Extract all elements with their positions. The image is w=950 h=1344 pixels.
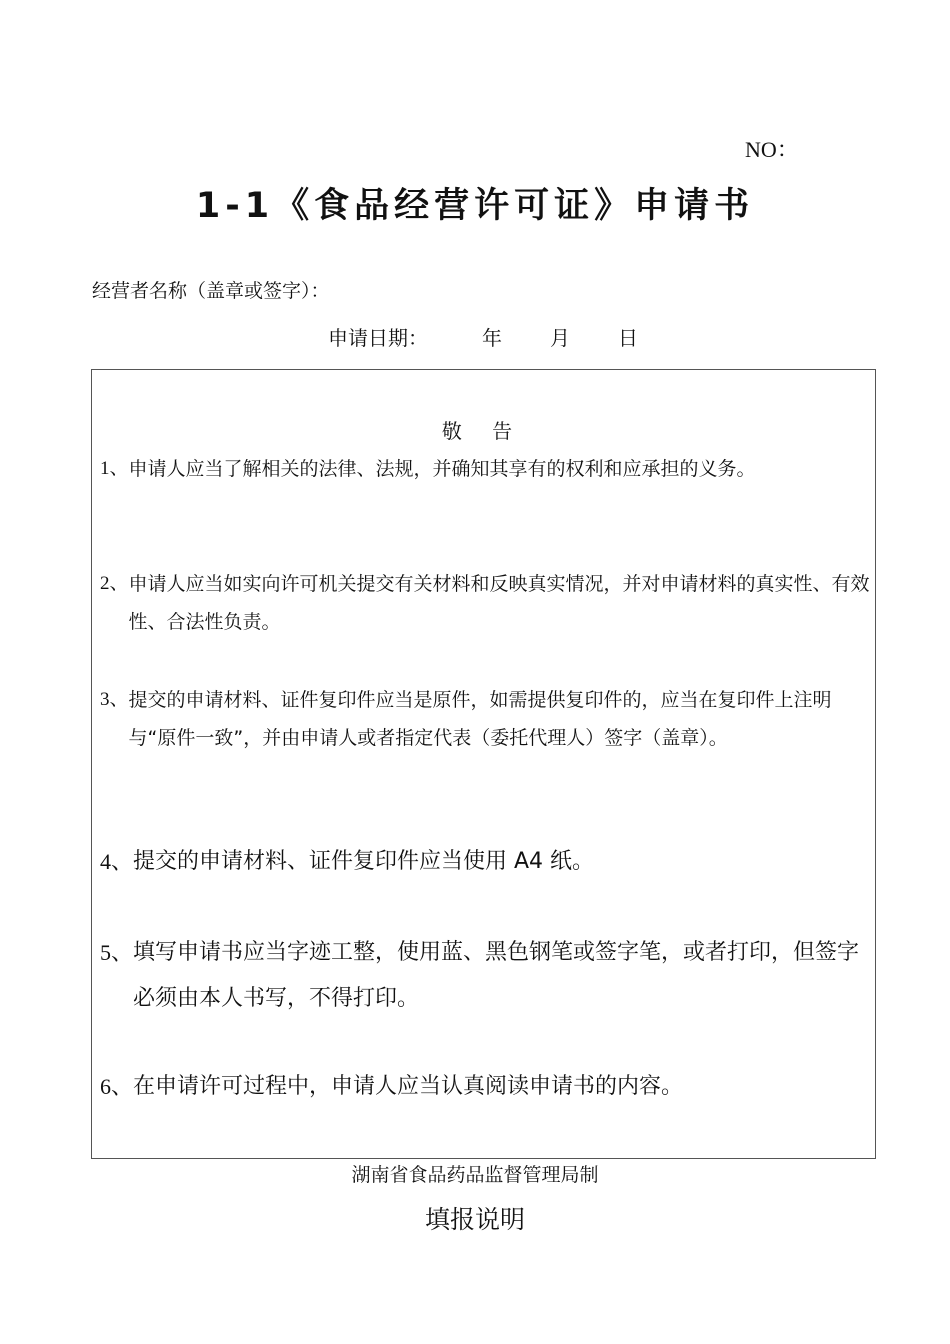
- operator-name-label: 经营者名称（盖章或签字）：: [92, 280, 330, 302]
- issuing-authority: 湖南省食品药品监督管理局制: [351, 1164, 599, 1186]
- notice-item-2: [100, 565, 872, 641]
- date-month-label: 月: [550, 326, 570, 350]
- notice-item-number: 1、: [100, 458, 129, 479]
- notice-item-number: 6、: [100, 1074, 134, 1099]
- date-day-label: 日: [618, 326, 638, 350]
- notice-item-number: 5、: [100, 940, 134, 965]
- number-label: NO：: [745, 137, 799, 162]
- next-section-title: 填报说明: [424, 1205, 525, 1234]
- date-year-label: 年: [482, 326, 502, 350]
- notice-item-6: [100, 1064, 872, 1110]
- notice-heading: 敬 告: [441, 419, 525, 443]
- notice-item-number: 3、: [100, 689, 129, 710]
- notice-item-text: 申请人应当如实向许可机关提交有关材料和反映真实情况，并对申请材料的真实性、有效性、合法性负责。: [128, 573, 870, 633]
- notice-item-4: [100, 839, 872, 885]
- application-date-row: [328, 322, 638, 351]
- notice-item-text: 填写申请书应当字迹工整，使用蓝、黑色钢笔或签字笔，或者打印，但签字必须由本人书写，不得打印。: [133, 940, 860, 1011]
- notice-item-number: 4、: [100, 849, 134, 874]
- notice-item-1: [100, 450, 872, 488]
- notice-item-text: 提交的申请材料、证件复印件应当使用 A4 纸。: [133, 849, 595, 874]
- notice-item-5: [100, 930, 872, 1022]
- notice-item-3: [100, 681, 872, 757]
- notice-item-number: 2、: [100, 573, 129, 594]
- notice-item-text: 提交的申请材料、证件复印件应当是原件，如需提供复印件的，应当在复印件上注明与“原件一致”，并由申请人或者指定代表（委托代理人）签字（盖章）。: [128, 689, 832, 749]
- notice-item-text: 申请人应当了解相关的法律、法规，并确知其享有的权利和应承担的义务。: [128, 458, 756, 480]
- application-date-label: 申请日期：: [328, 326, 428, 350]
- page-title: 1-1《食品经营许可证》申请书: [195, 186, 755, 226]
- notice-item-text: 在申请许可过程中，申请人应当认真阅读申请书的内容。: [133, 1074, 684, 1099]
